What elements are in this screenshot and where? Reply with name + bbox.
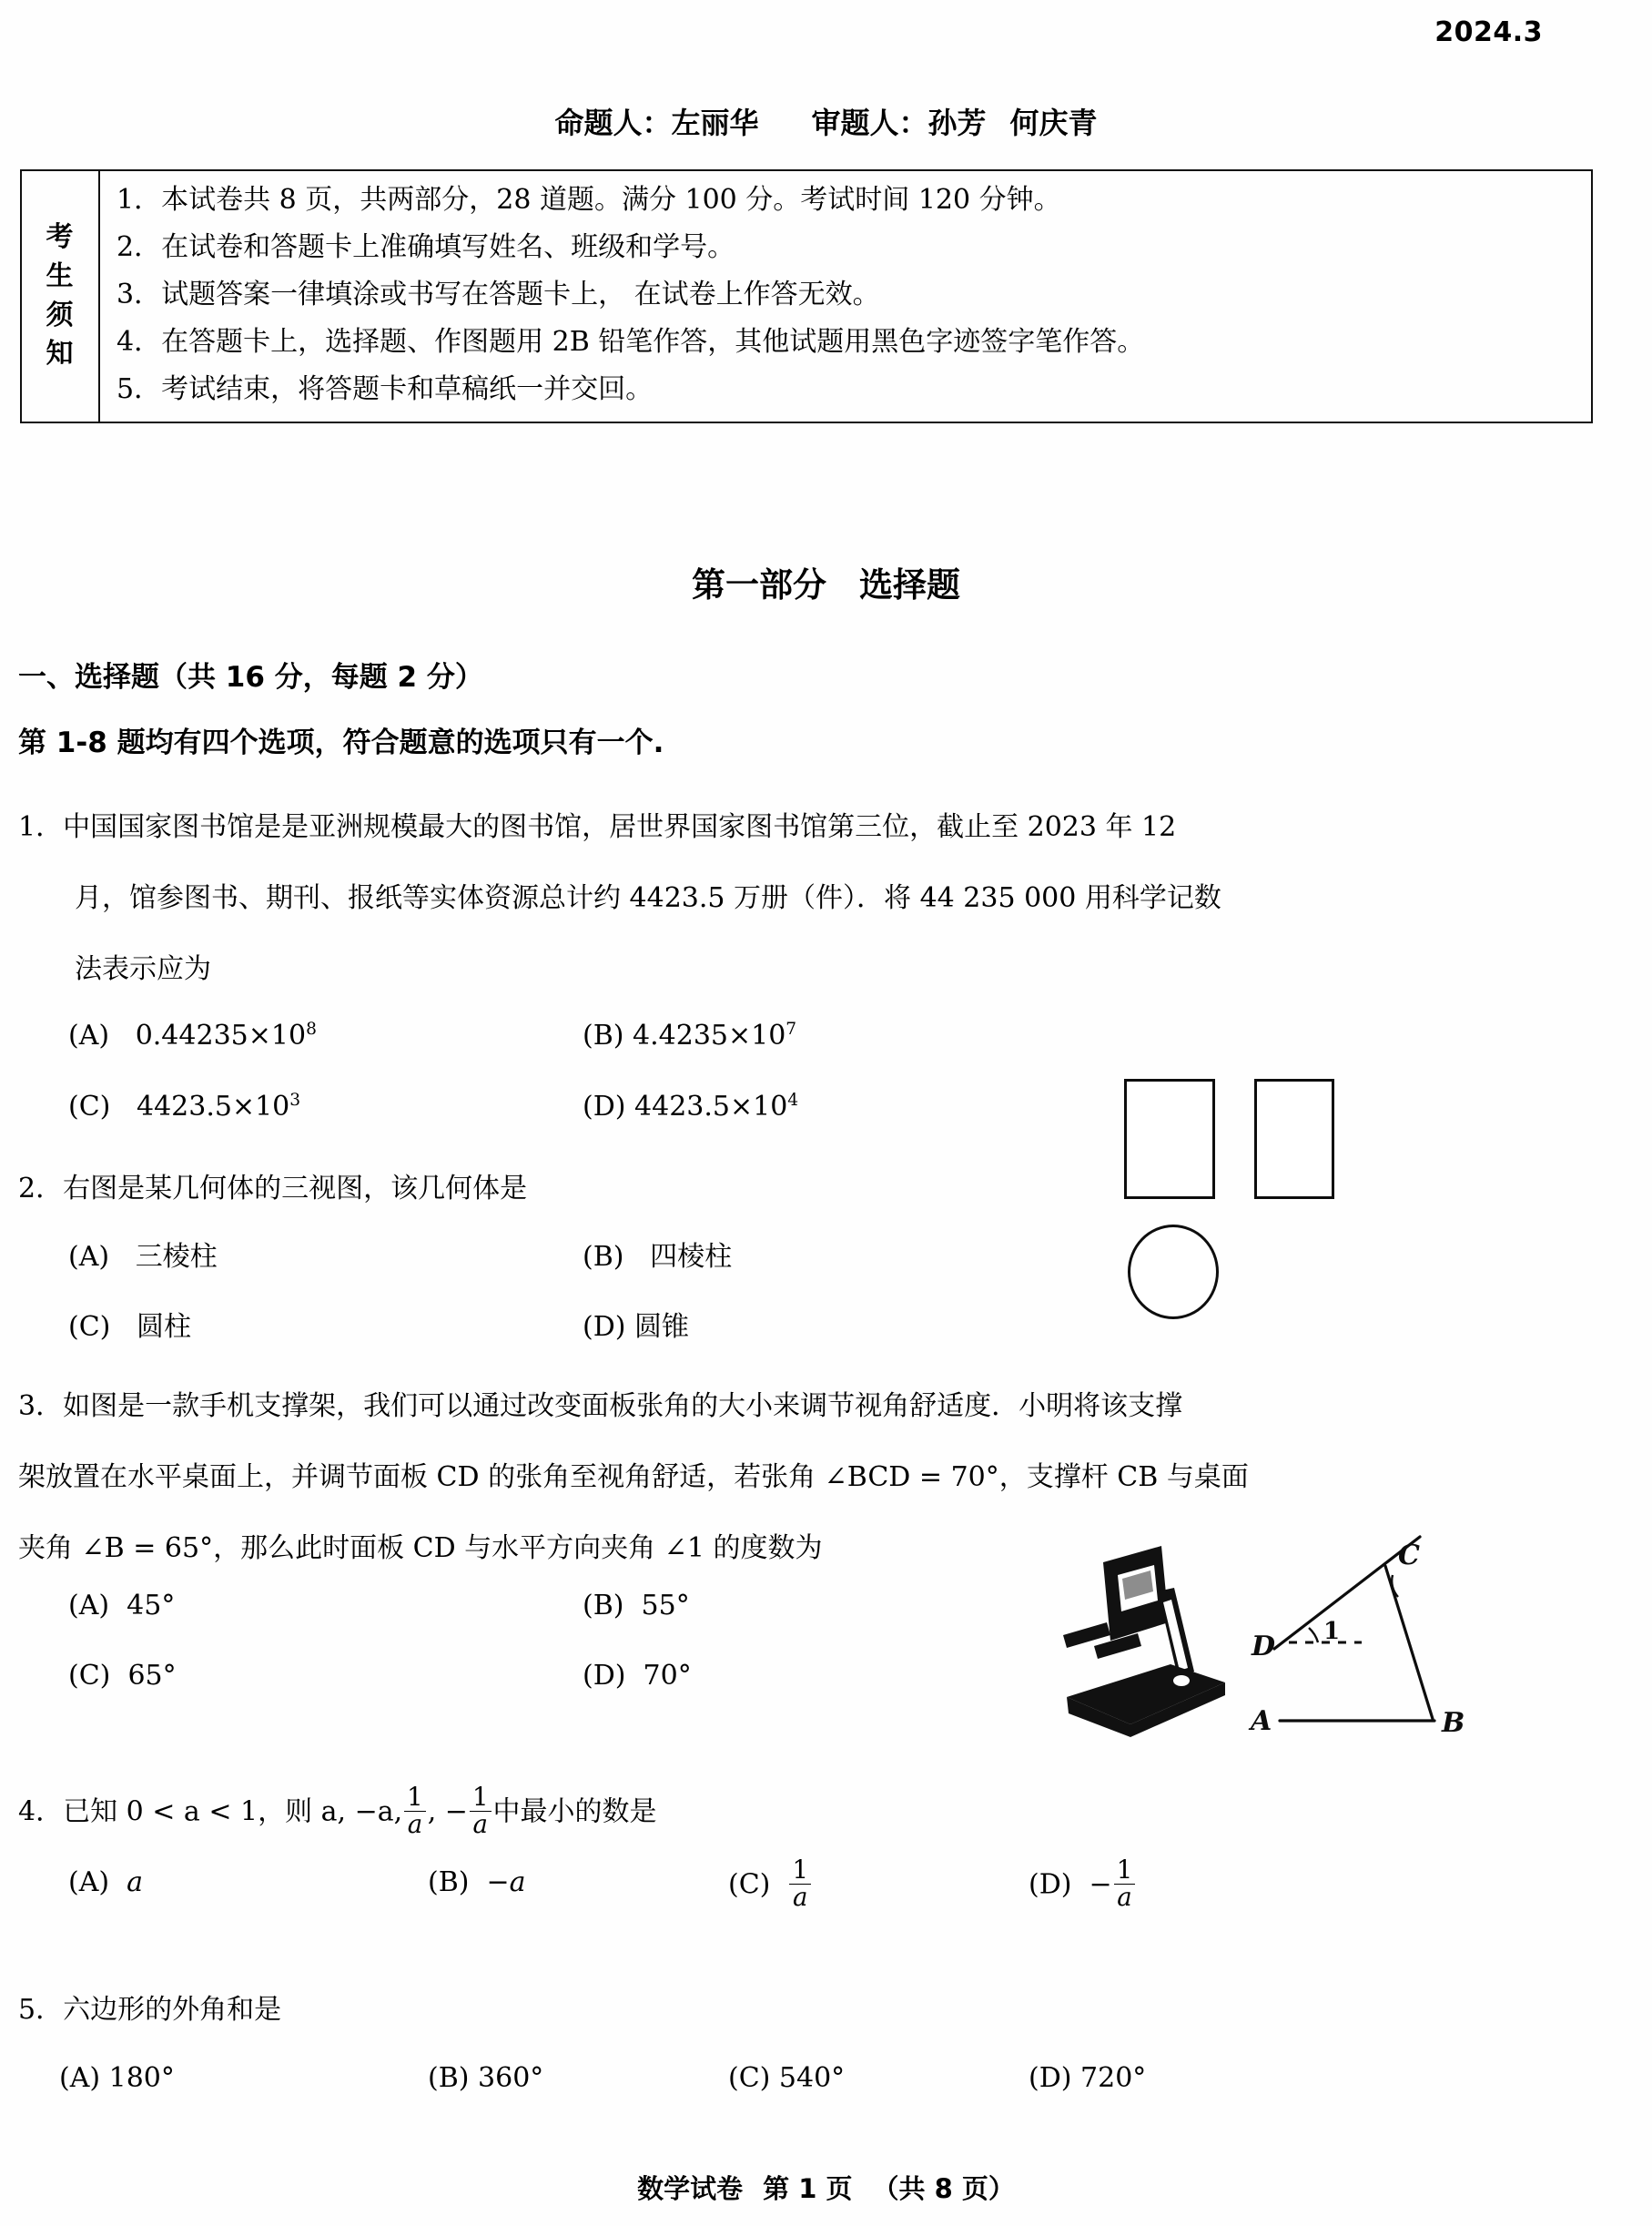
question-1-option-a[interactable] — [68, 1020, 317, 1052]
question-2-option-c[interactable] — [68, 1304, 191, 1344]
option-label: (D) — [583, 1311, 626, 1343]
option-label: (C) — [68, 1660, 111, 1692]
question-3-option-b[interactable] — [583, 1590, 690, 1621]
option-label: (B) — [428, 2062, 470, 2094]
minus-sign: − — [1089, 1868, 1112, 1901]
option-text: 四棱柱 — [650, 1241, 733, 1273]
option-label: (D) — [1029, 2062, 1072, 2094]
fraction-one-over-a: $\frac{1}{a}$ — [404, 1784, 426, 1838]
question-1-option-b[interactable] — [583, 1020, 796, 1052]
notice-item: 2．在试卷和答题卡上准确填写姓名、班级和学号。 — [117, 231, 735, 263]
footer-total-pages: （共 8 页） — [872, 2173, 1015, 2204]
question-4-prefix: 已知 0 < a < 1，则 a, −a, — [63, 1795, 403, 1828]
question-4-option-a[interactable] — [68, 1866, 143, 1898]
question-3-number: 3． — [18, 1390, 64, 1422]
question-5-option-a[interactable] — [59, 2062, 175, 2094]
option-label: (B) — [583, 1590, 624, 1621]
part-heading — [0, 557, 1652, 606]
fraction-negative-one-over-a: $\frac{1}{a}$ — [470, 1784, 492, 1838]
option-label: (C) — [68, 1311, 111, 1343]
option-exponent: 3 — [289, 1091, 301, 1110]
exam-date: 2024.3 — [1434, 16, 1543, 48]
option-text: 三棱柱 — [135, 1241, 218, 1273]
notice-label-char: 生 — [46, 259, 75, 292]
question-3-line: 夹角 ∠B = 65°，那么此时面板 CD 与水平方向夹角 ∠1 的度数为 — [18, 1532, 823, 1564]
option-text: 720° — [1080, 2062, 1147, 2094]
reviewer-name-2: 何庆青 — [1009, 106, 1098, 140]
option-text: 圆锥 — [634, 1311, 690, 1343]
question-1-line: 月，馆参图书、期刊、报纸等实体资源总计约 4423.5 万册（件）．将 44 235 000 用科学记数 — [75, 882, 1221, 914]
section-title: 一、选择题（共 16 分，每题 2 分） — [18, 661, 483, 694]
option-label: (C) — [728, 2062, 771, 2094]
author-line — [0, 100, 1652, 142]
option-label: (B) — [583, 1020, 624, 1052]
vertex-label-b: B — [1442, 1707, 1465, 1739]
option-label: (A) — [59, 2062, 101, 2094]
question-4-number: 4． — [18, 1795, 64, 1828]
question-4-option-d[interactable] — [1029, 1855, 1137, 1913]
angle-label-1: 1 — [1323, 1618, 1341, 1645]
notice-item: 4．在答题卡上，选择题、作图题用 2B 铅笔作答，其他试题用黑色字迹签字笔作答。 — [117, 326, 1145, 358]
candidate-notice-box — [20, 169, 1593, 423]
option-exponent: 4 — [787, 1091, 799, 1110]
question-2-option-b[interactable] — [583, 1234, 732, 1274]
reviewer-name-1: 孙芳 — [927, 106, 987, 140]
option-text: 540° — [778, 2062, 846, 2094]
option-label: (D) — [583, 1091, 626, 1123]
vertex-label-a: A — [1251, 1705, 1272, 1737]
question-3-option-c[interactable] — [68, 1660, 177, 1692]
option-label: (A) — [68, 1590, 110, 1621]
side-view-rectangle — [1254, 1079, 1334, 1199]
question-2-option-a[interactable] — [68, 1234, 218, 1274]
author-label: 命题人： — [554, 106, 672, 140]
front-view-rectangle — [1124, 1079, 1215, 1199]
question-3-line: 如图是一款手机支撑架，我们可以通过改变面板张角的大小来调节视角舒适度．小明将该支撑 — [63, 1390, 1183, 1422]
top-view-circle — [1128, 1225, 1219, 1319]
notice-items — [100, 171, 1591, 422]
question-4-stem: 4．已知 0 < a < 1，则 a, −a, $\frac{1}{a}$ , − $\frac{1}{a}$ 中最小的数是 — [18, 1782, 657, 1839]
question-2-option-d[interactable] — [583, 1304, 689, 1344]
vertex-label-c: C — [1398, 1540, 1420, 1571]
option-label: (D) — [1029, 1868, 1072, 1901]
option-exponent: 7 — [785, 1020, 797, 1039]
question-5-number: 5． — [18, 1994, 64, 2026]
fraction-negative-one-over-a: $\frac{1}{a}$ — [1114, 1857, 1136, 1911]
option-label: (B) — [428, 1866, 470, 1898]
three-view-cylinder-figure — [1124, 1079, 1479, 1352]
question-2-number: 2． — [18, 1173, 64, 1204]
option-text: 4.4235×10 — [633, 1020, 786, 1052]
question-1-option-c[interactable] — [68, 1091, 300, 1123]
stand-geometry-diagram — [1247, 1526, 1520, 1772]
option-text: 180° — [108, 2062, 175, 2094]
vertex-label-d: D — [1252, 1631, 1276, 1662]
option-label: (A) — [68, 1241, 110, 1273]
option-text: 70° — [643, 1660, 692, 1692]
option-label: (B) — [583, 1241, 624, 1273]
question-2-line: 右图是某几何体的三视图，该几何体是 — [63, 1173, 528, 1204]
option-exponent: 8 — [306, 1020, 317, 1039]
option-text: 4423.5×10 — [634, 1091, 788, 1123]
question-1-option-d[interactable] — [583, 1091, 798, 1123]
notice-label-char: 须 — [46, 299, 75, 331]
question-4-option-b[interactable] — [428, 1866, 526, 1898]
notice-label-char: 考 — [46, 221, 75, 254]
option-label: (D) — [583, 1660, 626, 1692]
question-3-option-a[interactable] — [68, 1590, 175, 1621]
part-heading-part: 第一部分 — [692, 565, 826, 605]
fraction-one-over-a: $\frac{1}{a}$ — [789, 1857, 811, 1911]
option-text: 4423.5×10 — [136, 1091, 290, 1123]
reviewer-label: 审题人： — [811, 106, 928, 140]
question-1-line: 法表示应为 — [75, 953, 211, 985]
notice-label-char: 知 — [46, 338, 75, 371]
question-5-option-c[interactable] — [728, 2062, 845, 2094]
option-text: 45° — [127, 1590, 176, 1621]
question-4-option-c[interactable] — [728, 1855, 813, 1913]
option-text: 0.44235×10 — [135, 1020, 307, 1052]
question-5-option-b[interactable] — [428, 2062, 543, 2094]
question-4-suffix: 中最小的数是 — [492, 1795, 657, 1828]
footer-subject: 数学试卷 — [637, 2173, 744, 2204]
option-label: (A) — [68, 1866, 110, 1898]
footer-page-number: 第 1 页 — [763, 2173, 853, 2204]
option-label: (C) — [68, 1091, 111, 1123]
question-1-number: 1． — [18, 811, 64, 843]
question-3-option-d[interactable] — [583, 1660, 692, 1692]
author-name: 左丽华 — [671, 106, 759, 140]
page-footer — [0, 2169, 1652, 2206]
question-3-line: 架放置在水平桌面上，并调节面板 CD 的张角至视角舒适，若张角 ∠BCD = 70°，支撑杆 CB 与桌面 — [18, 1461, 1249, 1493]
notice-item: 5．考试结束，将答题卡和草稿纸一并交回。 — [117, 373, 654, 405]
option-text: 65° — [127, 1660, 177, 1692]
option-text: a — [127, 1866, 144, 1898]
question-5-line: 六边形的外角和是 — [63, 1994, 282, 2026]
option-text: −a — [486, 1866, 526, 1898]
question-2-stem — [18, 1165, 527, 1205]
option-label: (A) — [68, 1020, 110, 1052]
phone-stand-photo — [1047, 1535, 1274, 1763]
notice-item: 3．试题答案一律填涂或书写在答题卡上， 在试卷上作答无效。 — [117, 279, 880, 310]
option-text: 360° — [478, 2062, 544, 2094]
notice-item: 1．本试卷共 8 页，共两部分，28 道题。满分 100 分。考试时间 120 分钟。 — [117, 184, 1061, 216]
question-5-option-d[interactable] — [1029, 2062, 1146, 2094]
option-text: 55° — [641, 1590, 690, 1621]
notice-label-vertical — [22, 171, 100, 422]
question-1-line: 中国国家图书馆是是亚洲规模最大的图书馆，居世界国家图书馆第三位，截止至 2023 年 12 — [63, 811, 1177, 843]
question-5-stem — [18, 1987, 281, 2027]
part-heading-name: 选择题 — [859, 565, 960, 605]
option-text: 圆柱 — [136, 1311, 191, 1343]
section-subtitle: 第 1-8 题均有四个选项，符合题意的选项只有一个. — [18, 727, 664, 759]
option-label: (C) — [728, 1868, 771, 1901]
